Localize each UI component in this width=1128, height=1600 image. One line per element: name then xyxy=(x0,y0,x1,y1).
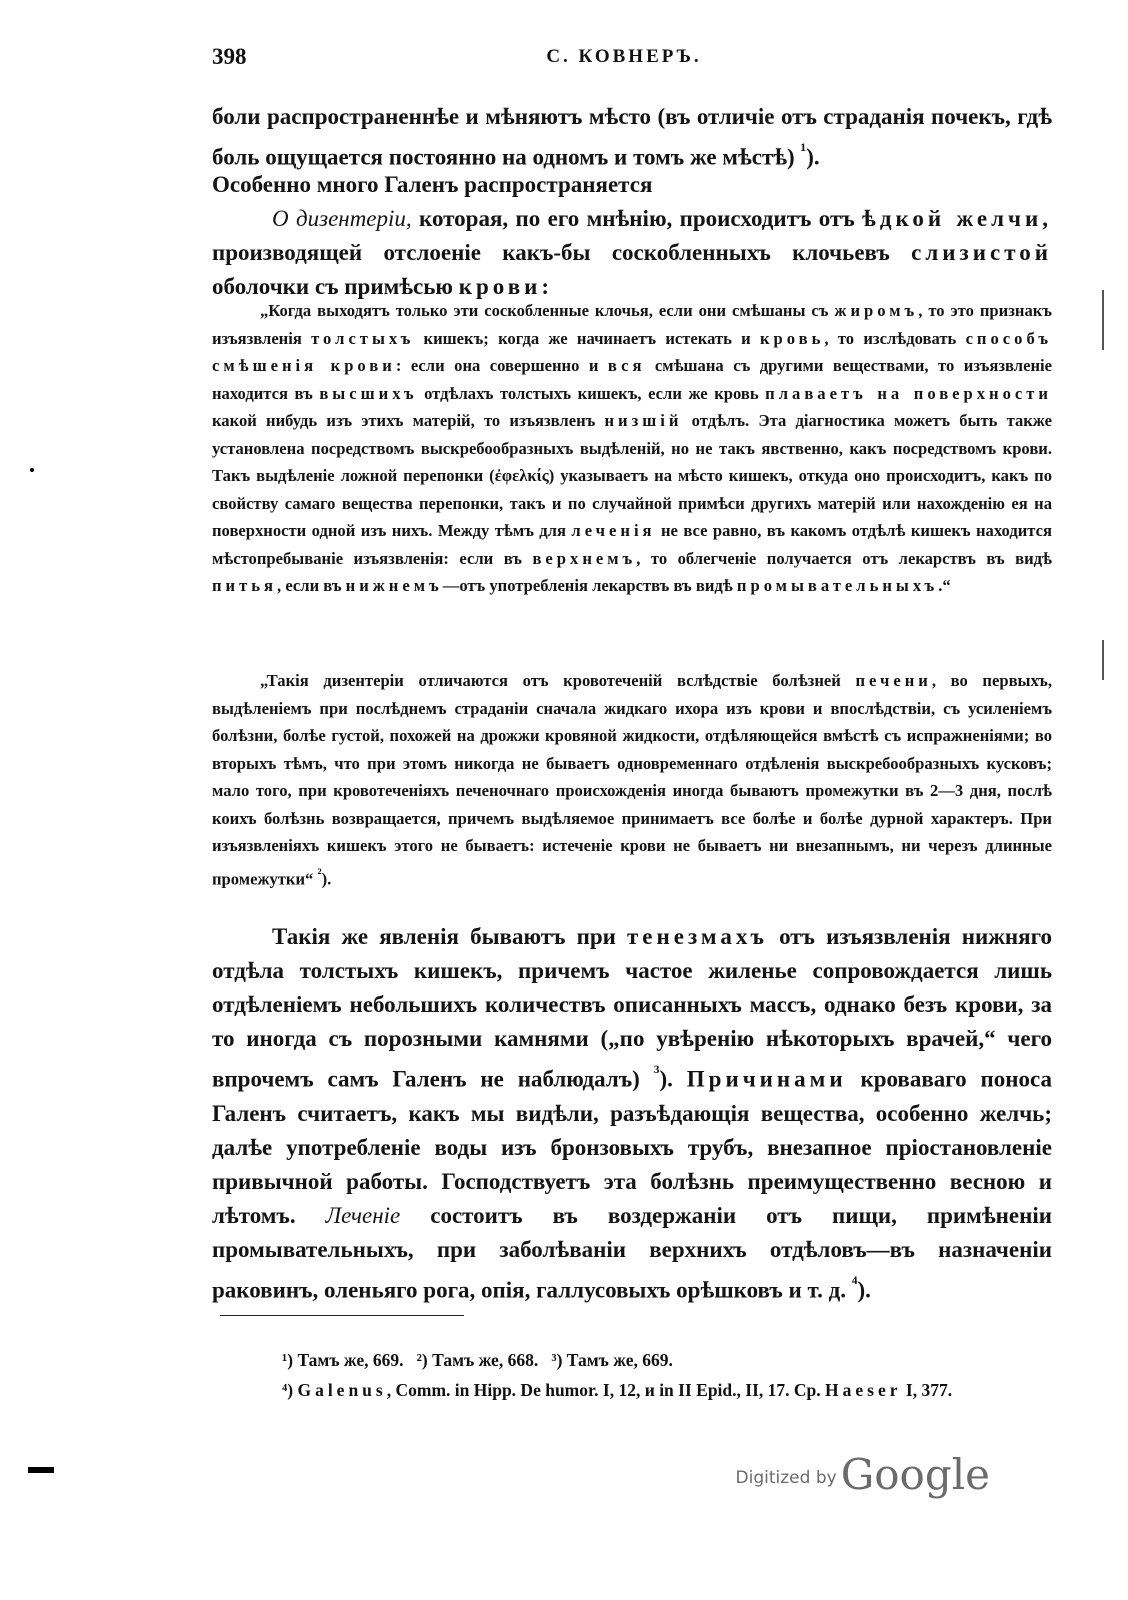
quote-2 xyxy=(212,667,1052,893)
quote-text: смѣшана съ другими веществами, то изъязвленіе находится въ xyxy=(212,356,1052,403)
spaced-text: вся xyxy=(607,356,646,375)
spaced-text: тенезмахъ xyxy=(627,924,768,949)
paragraph-text: Такія же явленія бываютъ при xyxy=(272,924,627,949)
footnote-text: ⁴) xyxy=(282,1380,298,1400)
running-head: С. КОВНЕРЪ. xyxy=(546,46,702,67)
section-title: О дизентеріи, xyxy=(272,206,412,231)
quote-text: „Такія дизентеріи отличаются отъ кровотеченій вслѣдствіе болѣзней xyxy=(260,671,856,690)
google-logo: Google xyxy=(840,1450,990,1499)
paragraph-text: ). xyxy=(659,1066,687,1092)
footnote-ref: ¹ xyxy=(800,140,807,161)
quote-text: , если въ xyxy=(277,576,346,595)
footnote-rule xyxy=(220,1315,464,1316)
footnote-text: , Comm. in Hipp. De humor. I, 12, и in II Epid., II, 17. Ср. xyxy=(386,1380,826,1400)
spaced-text: низшій xyxy=(604,411,683,430)
footnote-ref: ³ xyxy=(653,1062,660,1083)
quote-text: отдѣлъ. Эта діагностика можетъ быть также установлена посредствомъ выскребообразныхъ выдѣленій, но не такъ явственно, какъ посредствомъ крови. Такъ выдѣленіе ложной перепонки (ἐφελκίς) указываетъ на мѣсто кишекъ, откуда оно происходитъ, какъ по свойству самаго вещества перепонки, такъ и по случайной примѣси другихъ матерій или нахожденію ея на поверхности одной изъ нихъ. Между тѣмъ для xyxy=(212,411,1052,540)
quote-text: , то изслѣдовать xyxy=(824,328,966,348)
footnote-ref: ⁴ xyxy=(851,1272,858,1294)
paragraph-text: которая, по его мнѣнію, происходитъ отъ xyxy=(411,206,863,231)
italic-text: Леченіе xyxy=(325,1202,401,1228)
footnote-ref: ² xyxy=(317,865,322,881)
spaced-text: кровь xyxy=(760,328,825,348)
watermark-prefix: Digitized by xyxy=(735,1468,837,1488)
spaced-text: крови xyxy=(458,274,542,299)
spaced-text: высшихъ xyxy=(319,383,418,403)
paragraph-2 xyxy=(212,168,1052,202)
scan-mark-edge xyxy=(1102,640,1104,680)
footnote-1: ¹) Тамъ же, 669. ²) Тамъ же, 668. ³) Тамъ же, 669. xyxy=(282,1350,673,1370)
spaced-text: плаваетъ на поверхности xyxy=(765,383,1052,403)
footnote-text: I, 377. xyxy=(901,1380,953,1400)
paragraph-text: ). xyxy=(806,144,820,170)
spaced-text: Haeser xyxy=(825,1380,902,1400)
paragraph-text: кроваваго поноса Галенъ считаетъ, какъ мы видѣли, разъѣдающія вещества, особенно желчь; далѣе употребленіе воды изъ бронзовыхъ трубъ, внезапное пріостановленіе привычной работы. Господствуетъ эта болѣзнь преимущественно весною и лѣтомъ. xyxy=(212,1066,1052,1228)
paragraph-text: ). xyxy=(857,1277,871,1303)
spaced-text: толстыхъ xyxy=(311,328,415,348)
paragraph-text: отъ изъязвленія нижняго отдѣла толстыхъ кишекъ, причемъ частое жиленье сопровождается лишь отдѣленіемъ небольшихъ количествъ описанныхъ массъ, однако безъ крови, за то иногда съ порозными камнями („по увѣренію нѣкоторыхъ врачей,“ чего впрочемъ самъ Галенъ не наблюдалъ) xyxy=(212,924,1052,1092)
scan-mark-bar xyxy=(28,1467,54,1473)
spaced-text: верхнемъ xyxy=(532,548,637,568)
spaced-text: печени xyxy=(855,671,932,690)
digitized-watermark xyxy=(736,1450,990,1499)
quote-text: .“ xyxy=(938,576,951,595)
paragraph-3 xyxy=(212,202,1052,304)
quote-text: „Когда выходятъ только эти соскобленные клочья, если они смѣшаны съ xyxy=(260,301,835,320)
spaced-text: жиромъ xyxy=(834,301,919,320)
paragraph-text: : xyxy=(541,274,550,299)
quote-text: : если она совершенно и xyxy=(395,356,608,375)
paragraph-4 xyxy=(212,920,1052,1307)
quote-text: , во первыхъ, выдѣленіемъ при послѣднемъ страданіи сначала жидкаго ихора изъ крови и впослѣдствіи, съ усиленіемъ болѣзни, болѣе густой, похожей на дрожжи кровяной жидкости, отдѣляющейся вмѣстѣ съ испражненіями; во вторыхъ тѣмъ, что при этомъ никогда не бываетъ одновременнаго отдѣленія выскребообразныхъ кусковъ; мало того, при кровотеченіяхъ печеночнаго происхожденія иногда бываютъ промежутки въ 2—3 дня, послѣ коихъ болѣзнь возвращается, причемъ выдѣляемое принимаетъ все болѣе и болѣе дурной характеръ. При изъязвленіяхъ кишекъ этого не бываетъ: истеченіе крови не бываетъ ни внезапнымъ, ни черезъ длинные промежутки“ xyxy=(212,671,1052,889)
quote-1 xyxy=(212,297,1052,600)
quote-text: ). xyxy=(321,869,332,889)
spaced-text: промывательныхъ xyxy=(736,576,939,595)
quote-text: кишекъ; когда же начинаетъ истекать и xyxy=(414,328,760,348)
quote-text: не все равно, въ какомъ отдѣлѣ кишекъ находится мѣстопребываніе изъязвленія: если въ xyxy=(212,521,1052,568)
spaced-text: Причинами xyxy=(686,1066,847,1092)
spaced-text: Galenus xyxy=(297,1380,387,1400)
spaced-text: нижнемъ xyxy=(345,576,443,595)
spaced-text: слизистой xyxy=(911,240,1052,265)
footnote-2 xyxy=(212,1376,1052,1405)
paragraph-text: производящей отслоеніе какъ-бы соскобленныхъ клочьевъ xyxy=(212,240,912,265)
quote-text: отдѣлахъ толстыхъ кишекъ, если же кровь xyxy=(417,383,766,403)
quote-text: , то это признакъ изъязвленія xyxy=(212,301,1052,348)
spaced-text: способъ смѣшенія крови xyxy=(212,328,1053,375)
paragraph-1 xyxy=(212,100,1052,175)
quote-text: какой нибудь изъ этихъ матерій, то изъязвленъ xyxy=(212,411,605,430)
quote-text: , то облегченіе получается отъ лекарствъ въ видѣ xyxy=(636,548,1052,568)
spaced-text: питья xyxy=(212,576,278,595)
paragraph-text: боли распространеннѣе и мѣняютъ мѣсто (въ отличіе отъ страданія почекъ, гдѣ боль ощущается постоянно на одномъ и томъ же мѣстѣ) xyxy=(212,104,1052,170)
scan-mark-edge xyxy=(1102,290,1104,350)
scan-mark-dot xyxy=(30,468,34,472)
paragraph-text: состоитъ въ воздержаніи отъ пищи, примѣненіи промывательныхъ, при заболѣваніи верхнихъ отдѣловъ—въ назначеніи раковинъ, оленьяго рога, опія, галлусовыхъ орѣшковъ и т. д. xyxy=(212,1202,1053,1303)
spaced-text: ѣдкой желчи, xyxy=(862,206,1052,231)
paragraph-text: оболочки съ примѣсью xyxy=(212,274,459,299)
paragraph-text: Особенно много Галенъ распространяется xyxy=(212,172,653,197)
spaced-text: леченія xyxy=(571,521,656,540)
quote-text: —отъ употребленія лекарствъ въ видѣ xyxy=(442,576,737,595)
page-number: 398 xyxy=(212,44,247,69)
